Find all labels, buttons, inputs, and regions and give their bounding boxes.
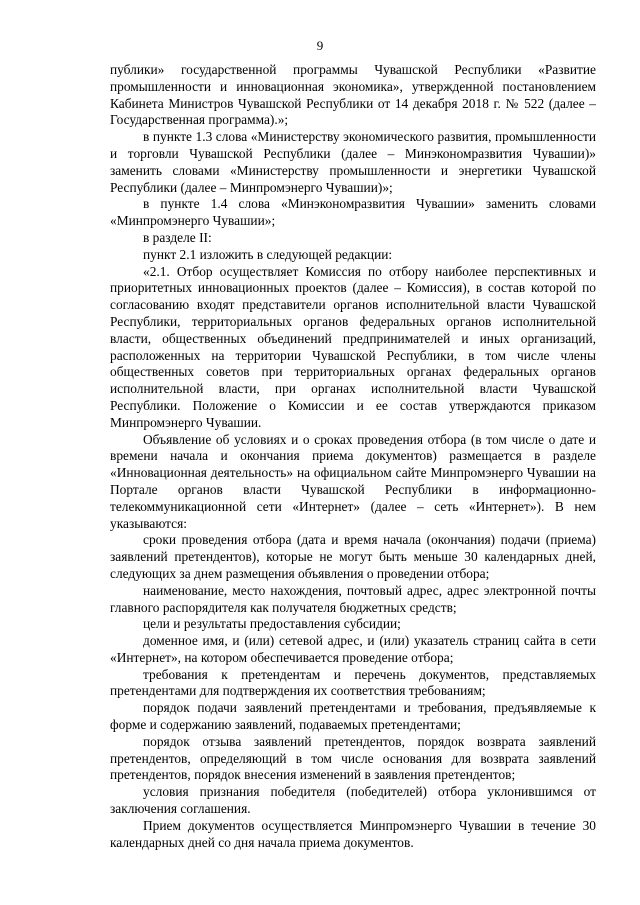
paragraph-address: наименование, место нахождения, почтовый адрес, адрес электронной почты главного распорядителя как получателя бюджетных средств; xyxy=(110,582,596,615)
paragraph-item-1-3: в пункте 1.3 слова «Министерству экономического развития, промышленности и торговли Чувашской Республики (далее – Минэкономразвития Чувашии)» заменить словами «Министерству промышленности и энергетики Чувашской Республики (далее – Минпромэнерго Чувашии)»; xyxy=(110,129,596,195)
paragraph-announcement: Объявление об условиях и о сроках проведения отбора (в том числе о дате и времени начала и окончания приема документов) размещается в разделе «Инновационная деятельность» на официальном сайте Минпромэнерго Чувашии на Портале органов власти Чувашской Республики в информационно-телекоммуникационной сети «Интернет» (далее – сеть «Интернет»). В нем указываются: xyxy=(110,431,596,531)
paragraph-item-1-4: в пункте 1.4 слова «Минэкономразвития Чувашии» заменить словами «Минпромэнерго Чувашии»; xyxy=(110,196,596,229)
document-body xyxy=(110,62,596,851)
paragraph-section-2: в разделе II: xyxy=(143,229,212,245)
paragraph-item-2-1-intro: пункт 2.1 изложить в следующей редакции: xyxy=(143,246,393,262)
paragraph-winner-conditions: условия признания победителя (победителей) отбора уклонившимся от заключения соглашения. xyxy=(110,784,596,817)
paragraph-submission: порядок подачи заявлений претендентами и требования, предъявляемые к форме и содержанию заявлений, подаваемых претендентами; xyxy=(110,700,596,733)
page-number: 9 xyxy=(316,38,324,53)
paragraph-continuation: публики» государственной программы Чувашской Республики «Развитие промышленности и инновационная экономика», утвержденной постановлением Кабинета Министров Чувашской Республики от 14 декабря 2018 г. № 522 (далее – Государственная программа).»; xyxy=(110,62,596,128)
paragraph-domain: доменное имя, и (или) сетевой адрес, и (или) указатель страниц сайта в сети «Интернет», на котором обеспечивается проведение отбора; xyxy=(110,633,596,665)
paragraph-goals: цели и результаты предоставления субсидии; xyxy=(143,616,401,632)
paragraph-acceptance: Прием документов осуществляется Минпромэнерго Чувашии в течение 30 календарных дней со дня начала приема документов. xyxy=(110,817,596,850)
paragraph-requirements: требования к претендентам и перечень документов, представляемых претендентами для подтверждения их соответствия требованиям; xyxy=(110,666,596,699)
paragraph-deadlines: сроки проведения отбора (дата и время начала (окончания) подачи (приема) заявлений претендентов), которые не могут быть меньше 30 календарных дней, следующих за днем размещения объявления о проведении отбора; xyxy=(110,532,596,581)
paragraph-withdrawal: порядок отзыва заявлений претендентов, порядок возврата заявлений претендентов, определяющий в том числе основания для возврата заявлений претендентов, порядок внесения изменений в заявления претендентов; xyxy=(110,733,596,783)
paragraph-commission: «2.1. Отбор осуществляет Комиссия по отбору наиболее перспективных и приоритетных инновационных проектов (далее – Комиссия), в состав которой по согласованию входят представители органов исполнительной власти Чувашской Республики, территориальных органов федеральных органов исполнительной власти, общественных объединений предпринимателей и иных организаций, расположенных на территории Чувашской Республики, в том числе члены общественных советов при территориальных органах федеральных органов исполнительной власти, при органах исполнительной власти Чувашской Республики. Положение о Комиссии и ее состав утверждаются приказом Минпромэнерго Чувашии. xyxy=(110,263,596,430)
